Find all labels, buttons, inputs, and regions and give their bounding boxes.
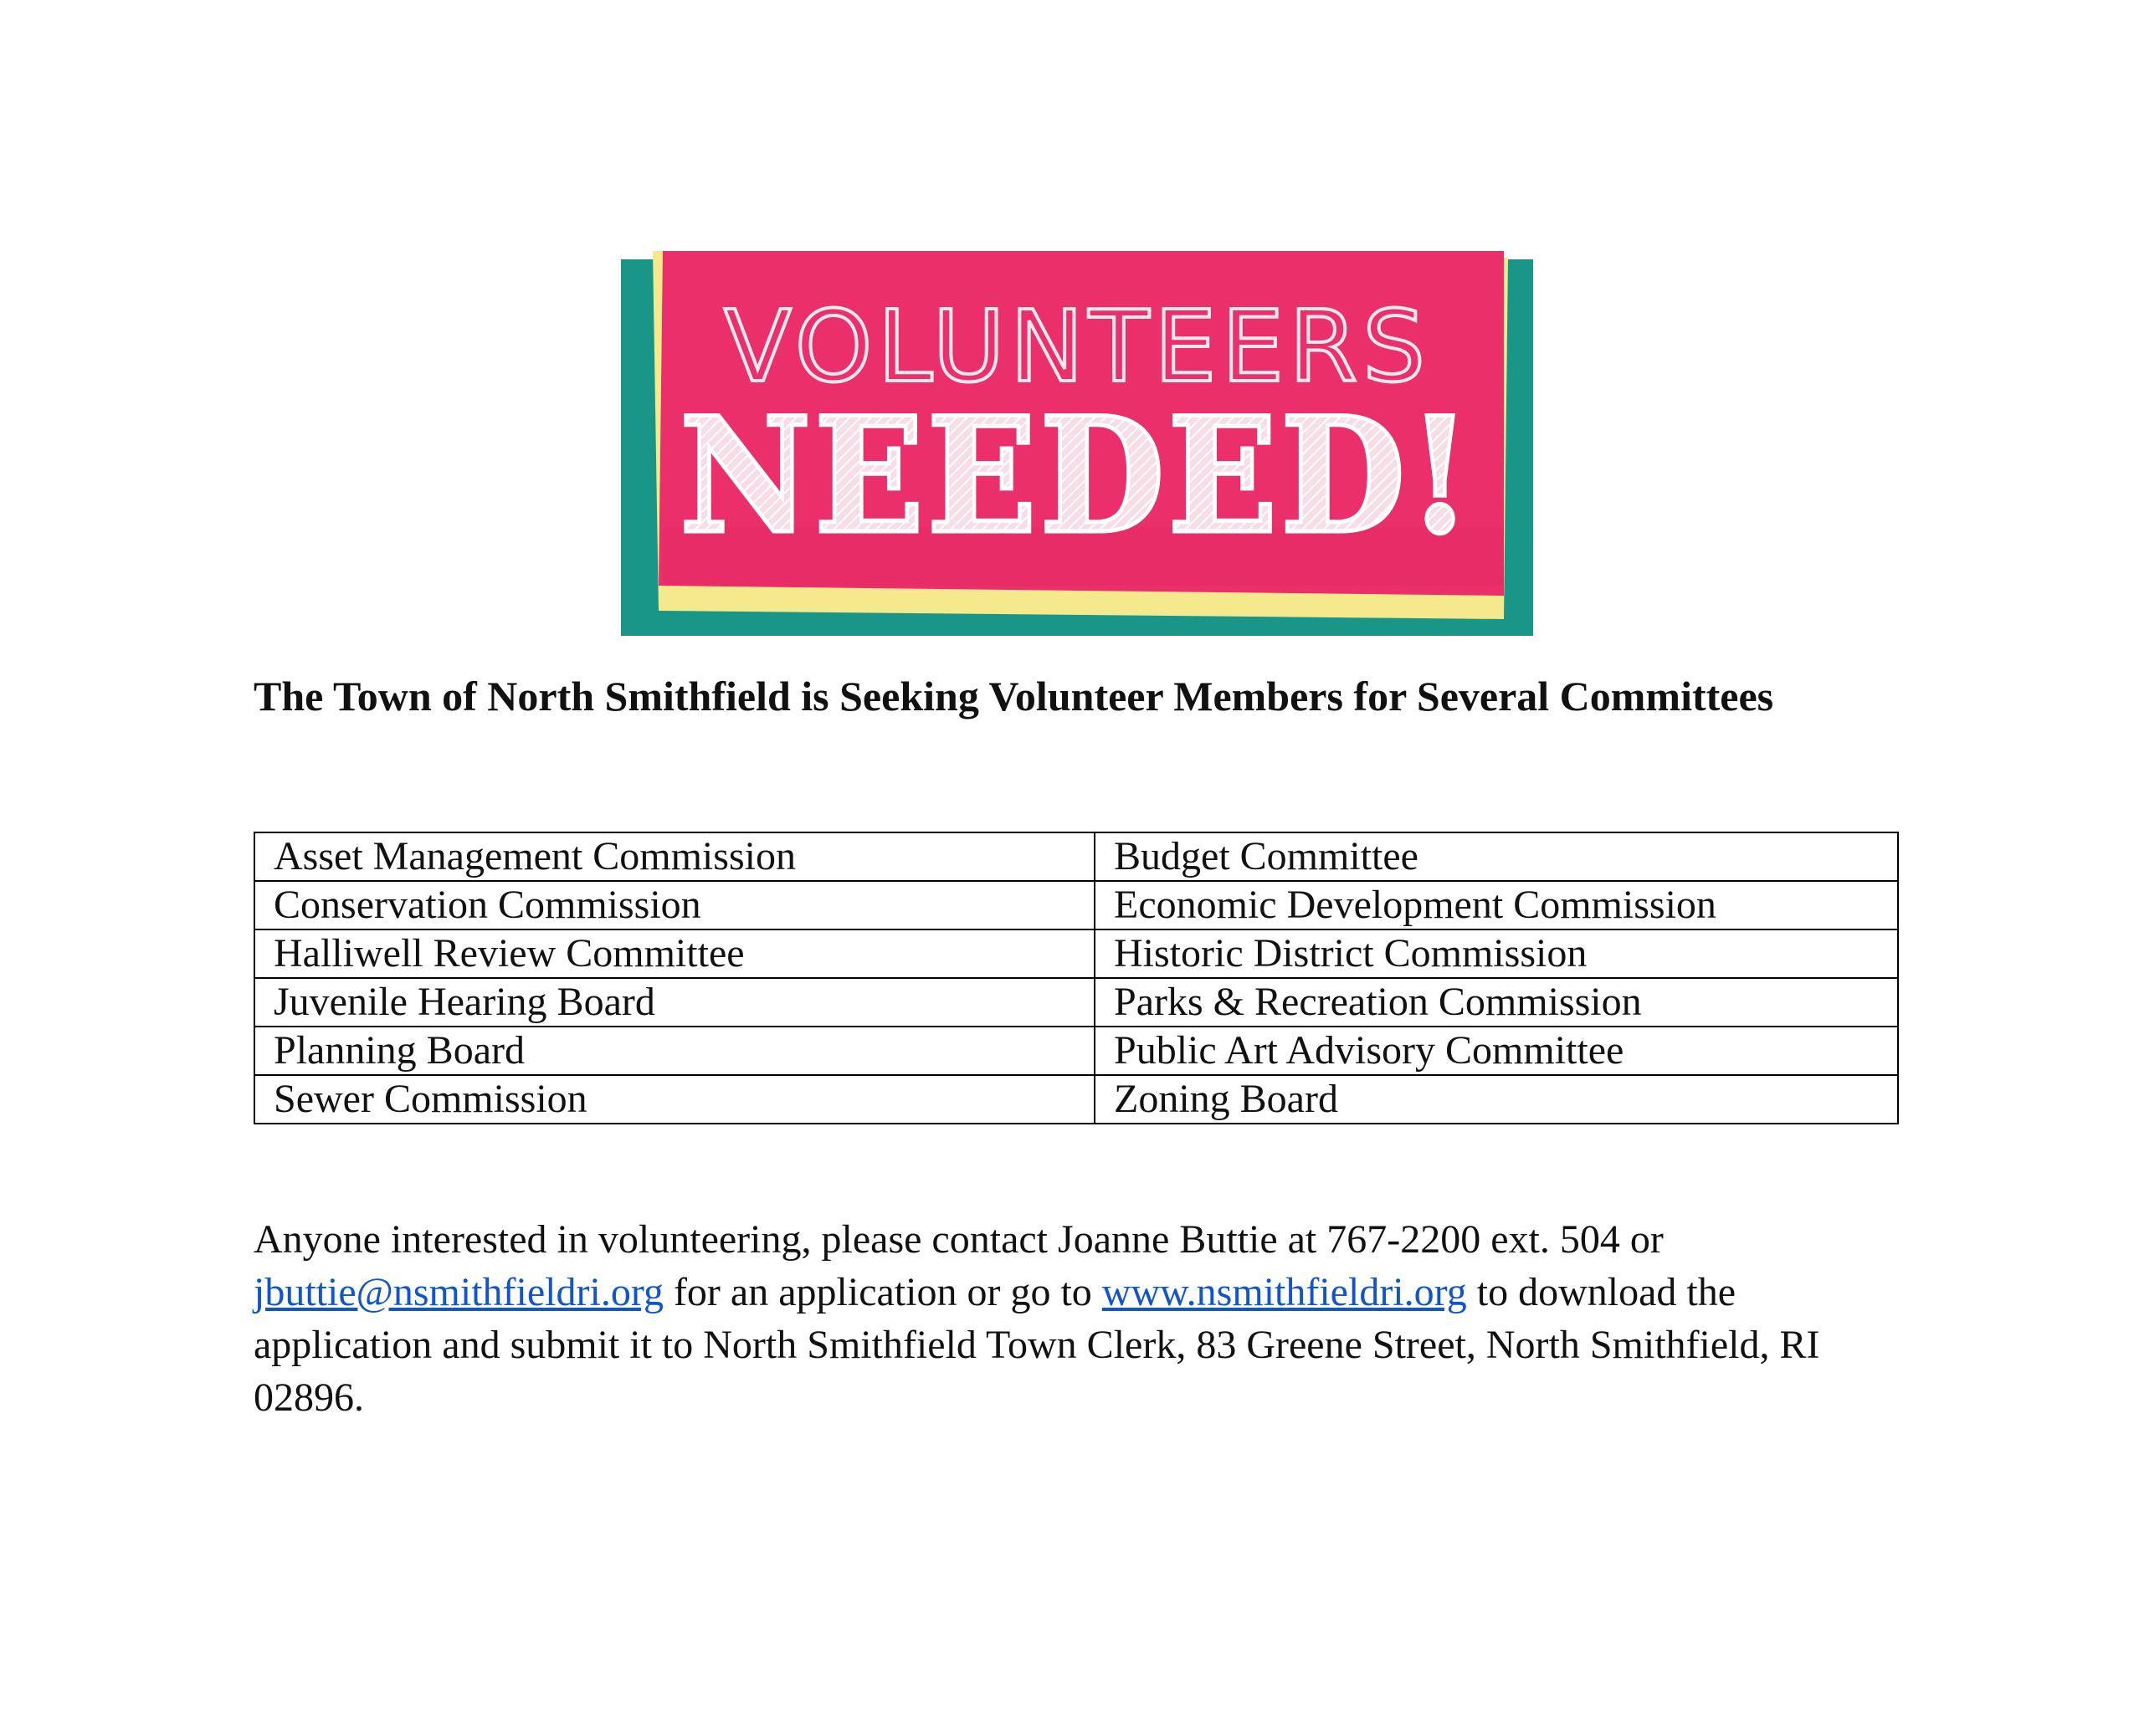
contact-text-2: for an application or go to — [663, 1270, 1102, 1314]
committee-cell: Economic Development Commission — [1095, 881, 1898, 929]
committee-cell: Juvenile Hearing Board — [254, 978, 1095, 1027]
website-link[interactable]: www.nsmithfieldri.org — [1101, 1270, 1467, 1314]
table-row — [254, 1075, 1898, 1124]
table-row — [254, 978, 1898, 1027]
committees-table — [254, 832, 1899, 1124]
banner-line1-text: VOLUNTEERS — [723, 289, 1431, 404]
table-row — [254, 929, 1898, 978]
committee-cell: Zoning Board — [1095, 1075, 1898, 1124]
table-row — [254, 1027, 1898, 1075]
committee-cell: Sewer Commission — [254, 1075, 1095, 1124]
committee-cell: Halliwell Review Committee — [254, 929, 1095, 978]
committee-cell: Planning Board — [254, 1027, 1095, 1075]
committee-cell: Budget Committee — [1095, 832, 1898, 881]
committee-cell: Conservation Commission — [254, 881, 1095, 929]
page-title: The Town of North Smithfield is Seeking Volunteer Members for Several Committees — [254, 673, 1774, 719]
banner-line2-text: NEEDED! — [680, 382, 1475, 569]
committee-cell: Asset Management Commission — [254, 832, 1095, 881]
table-row — [254, 881, 1898, 929]
committee-cell: Historic District Commission — [1095, 929, 1898, 978]
committee-cell: Parks & Recreation Commission — [1095, 978, 1898, 1027]
committee-cell: Public Art Advisory Committee — [1095, 1027, 1898, 1075]
table-row — [254, 832, 1898, 881]
contact-paragraph — [254, 1213, 1894, 1424]
contact-text-1: Anyone interested in volunteering, please contact Joanne Buttie at 767-2200 ext. 504 or — [254, 1217, 1664, 1262]
email-link[interactable]: jbuttie@nsmithfieldri.org — [254, 1270, 664, 1314]
volunteers-needed-banner — [621, 251, 1533, 636]
contact-text-3: to download the application and submit it to North Smithfield Town Clerk, 83 Greene Street, North Smithfield, RI 02896. — [254, 1270, 1820, 1420]
